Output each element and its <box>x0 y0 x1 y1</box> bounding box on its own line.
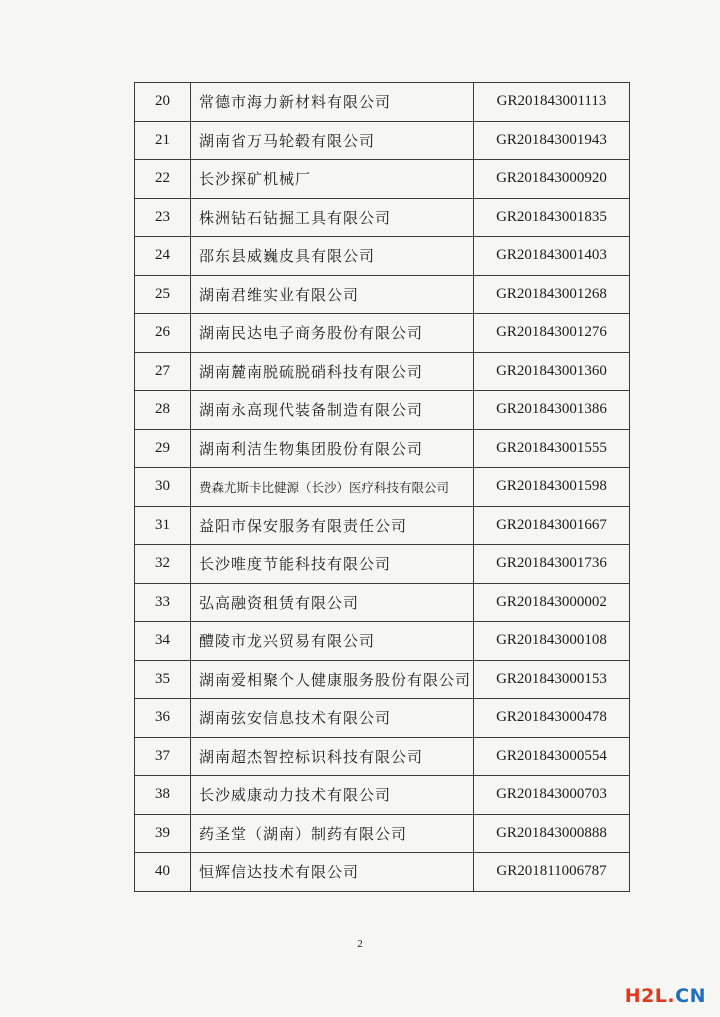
company-name: 湖南利洁生物集团股份有限公司 <box>191 429 474 468</box>
company-name: 湖南君维实业有限公司 <box>191 275 474 314</box>
table-row <box>135 83 630 122</box>
company-name: 长沙唯度节能科技有限公司 <box>191 545 474 584</box>
row-number: 34 <box>135 622 191 661</box>
company-name: 株洲钻石钻掘工具有限公司 <box>191 198 474 237</box>
certificate-code: GR201843000888 <box>474 814 630 853</box>
table-row <box>135 429 630 468</box>
table-row <box>135 198 630 237</box>
site-watermark-logo <box>625 985 706 1007</box>
row-number: 37 <box>135 737 191 776</box>
table-row <box>135 391 630 430</box>
table-row <box>135 468 630 507</box>
row-number: 31 <box>135 506 191 545</box>
row-number: 29 <box>135 429 191 468</box>
table-row <box>135 275 630 314</box>
company-name: 费森尤斯卡比健源（长沙）医疗科技有限公司 <box>191 468 474 507</box>
company-name: 弘高融资租赁有限公司 <box>191 583 474 622</box>
company-name: 湖南省万马轮毂有限公司 <box>191 121 474 160</box>
certificate-code: GR201843001598 <box>474 468 630 507</box>
row-number: 38 <box>135 776 191 815</box>
table-body <box>135 83 630 892</box>
watermark-dot: . <box>667 985 676 1007</box>
company-name: 常德市海力新材料有限公司 <box>191 83 474 122</box>
certificate-code: GR201843001943 <box>474 121 630 160</box>
certificate-code: GR201843001360 <box>474 352 630 391</box>
certificate-code: GR201843000703 <box>474 776 630 815</box>
row-number: 28 <box>135 391 191 430</box>
certificate-code: GR201843001403 <box>474 237 630 276</box>
certificate-code: GR201843000920 <box>474 160 630 199</box>
company-name: 长沙威康动力技术有限公司 <box>191 776 474 815</box>
row-number: 39 <box>135 814 191 853</box>
table-row <box>135 853 630 892</box>
company-name: 益阳市保安服务有限责任公司 <box>191 506 474 545</box>
table-row <box>135 622 630 661</box>
row-number: 40 <box>135 853 191 892</box>
table-row <box>135 737 630 776</box>
certificate-code: GR201843001276 <box>474 314 630 353</box>
certificate-code: GR201843000554 <box>474 737 630 776</box>
row-number: 33 <box>135 583 191 622</box>
certificate-code: GR201843001835 <box>474 198 630 237</box>
row-number: 21 <box>135 121 191 160</box>
company-name: 恒辉信达技术有限公司 <box>191 853 474 892</box>
company-name: 邵东县威巍皮具有限公司 <box>191 237 474 276</box>
row-number: 36 <box>135 699 191 738</box>
row-number: 27 <box>135 352 191 391</box>
table-row <box>135 545 630 584</box>
certificate-table <box>134 82 630 892</box>
table-row <box>135 814 630 853</box>
table-row <box>135 237 630 276</box>
page-number: 2 <box>357 938 363 950</box>
table-row <box>135 776 630 815</box>
certificate-code: GR201843000478 <box>474 699 630 738</box>
row-number: 32 <box>135 545 191 584</box>
table-row <box>135 506 630 545</box>
table-row <box>135 160 630 199</box>
company-name: 湖南爱相聚个人健康服务股份有限公司 <box>191 660 474 699</box>
certificate-code: GR201843000108 <box>474 622 630 661</box>
watermark-h2l: H2L <box>624 985 668 1007</box>
row-number: 26 <box>135 314 191 353</box>
table-row <box>135 121 630 160</box>
table-row <box>135 699 630 738</box>
company-name: 湖南民达电子商务股份有限公司 <box>191 314 474 353</box>
row-number: 24 <box>135 237 191 276</box>
table-row <box>135 660 630 699</box>
row-number: 20 <box>135 83 191 122</box>
row-number: 35 <box>135 660 191 699</box>
table-row <box>135 583 630 622</box>
row-number: 25 <box>135 275 191 314</box>
company-name: 长沙探矿机械厂 <box>191 160 474 199</box>
certificate-code: GR201843000002 <box>474 583 630 622</box>
certificate-code: GR201843000153 <box>474 660 630 699</box>
certificate-code: GR201843001667 <box>474 506 630 545</box>
company-name: 湖南麓南脱硫脱硝科技有限公司 <box>191 352 474 391</box>
row-number: 22 <box>135 160 191 199</box>
row-number: 23 <box>135 198 191 237</box>
company-name: 药圣堂（湖南）制药有限公司 <box>191 814 474 853</box>
row-number: 30 <box>135 468 191 507</box>
company-name: 湖南弦安信息技术有限公司 <box>191 699 474 738</box>
company-name: 湖南超杰智控标识科技有限公司 <box>191 737 474 776</box>
certificate-code: GR201811006787 <box>474 853 630 892</box>
table-row <box>135 352 630 391</box>
company-name: 湖南永高现代装备制造有限公司 <box>191 391 474 430</box>
certificate-code: GR201843001113 <box>474 83 630 122</box>
company-name: 醴陵市龙兴贸易有限公司 <box>191 622 474 661</box>
certificate-code: GR201843001736 <box>474 545 630 584</box>
certificate-code: GR201843001555 <box>474 429 630 468</box>
watermark-cn: CN <box>675 985 706 1007</box>
certificate-code: GR201843001386 <box>474 391 630 430</box>
table-row <box>135 314 630 353</box>
certificate-code: GR201843001268 <box>474 275 630 314</box>
